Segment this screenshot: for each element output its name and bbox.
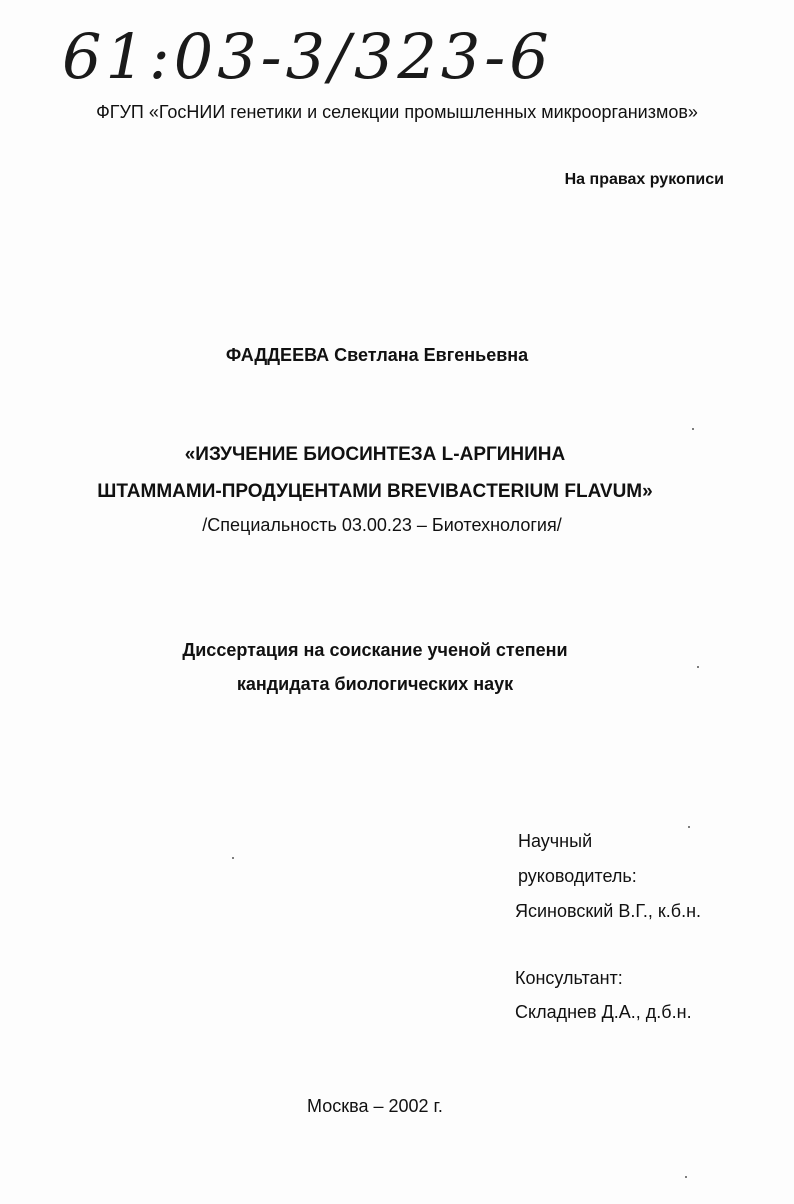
consultant-name: Складнев Д.А., д.б.н.: [515, 1002, 692, 1022]
handwritten-code-svg: [62, 6, 582, 106]
author-name: ФАДДЕЕВА Светлана Евгеньевна: [225, 345, 529, 365]
consultant-label: Консультант:: [515, 968, 623, 988]
scan-speck: [688, 826, 690, 828]
thesis-title-line-1: «ИЗУЧЕНИЕ БИОСИНТЕЗА L-АРГИНИНА: [184, 444, 566, 465]
scan-speck: [685, 1176, 687, 1178]
scan-speck: [232, 857, 234, 859]
specialty-line: /Специальность 03.00.23 – Биотехнология/: [202, 515, 562, 535]
supervisor-label-line-1: Научный: [518, 831, 593, 851]
scan-speck: [692, 428, 694, 430]
scan-speck: [697, 666, 699, 668]
handwritten-archive-code: [62, 6, 582, 106]
supervisor-label-line-2: руководитель:: [518, 866, 637, 886]
institution-name: ФГУП «ГосНИИ генетики и селекции промышленных микроорганизмов»: [96, 102, 698, 122]
city-year: Москва – 2002 г.: [307, 1096, 443, 1116]
degree-line-1: Диссертация на соискание ученой степени: [182, 640, 568, 660]
degree-line-2: кандидата биологических наук: [236, 674, 514, 694]
supervisor-name: Ясиновский В.Г., к.б.н.: [515, 901, 702, 921]
manuscript-rights-label: На правах рукописи: [564, 171, 724, 188]
thesis-title-line-2: ШТАММАМИ-ПРОДУЦЕНТАМИ BREVIBACTERIUM FLAVUM»: [97, 481, 653, 502]
handwritten-code-text: 61:03-3/323-6: [62, 20, 553, 93]
